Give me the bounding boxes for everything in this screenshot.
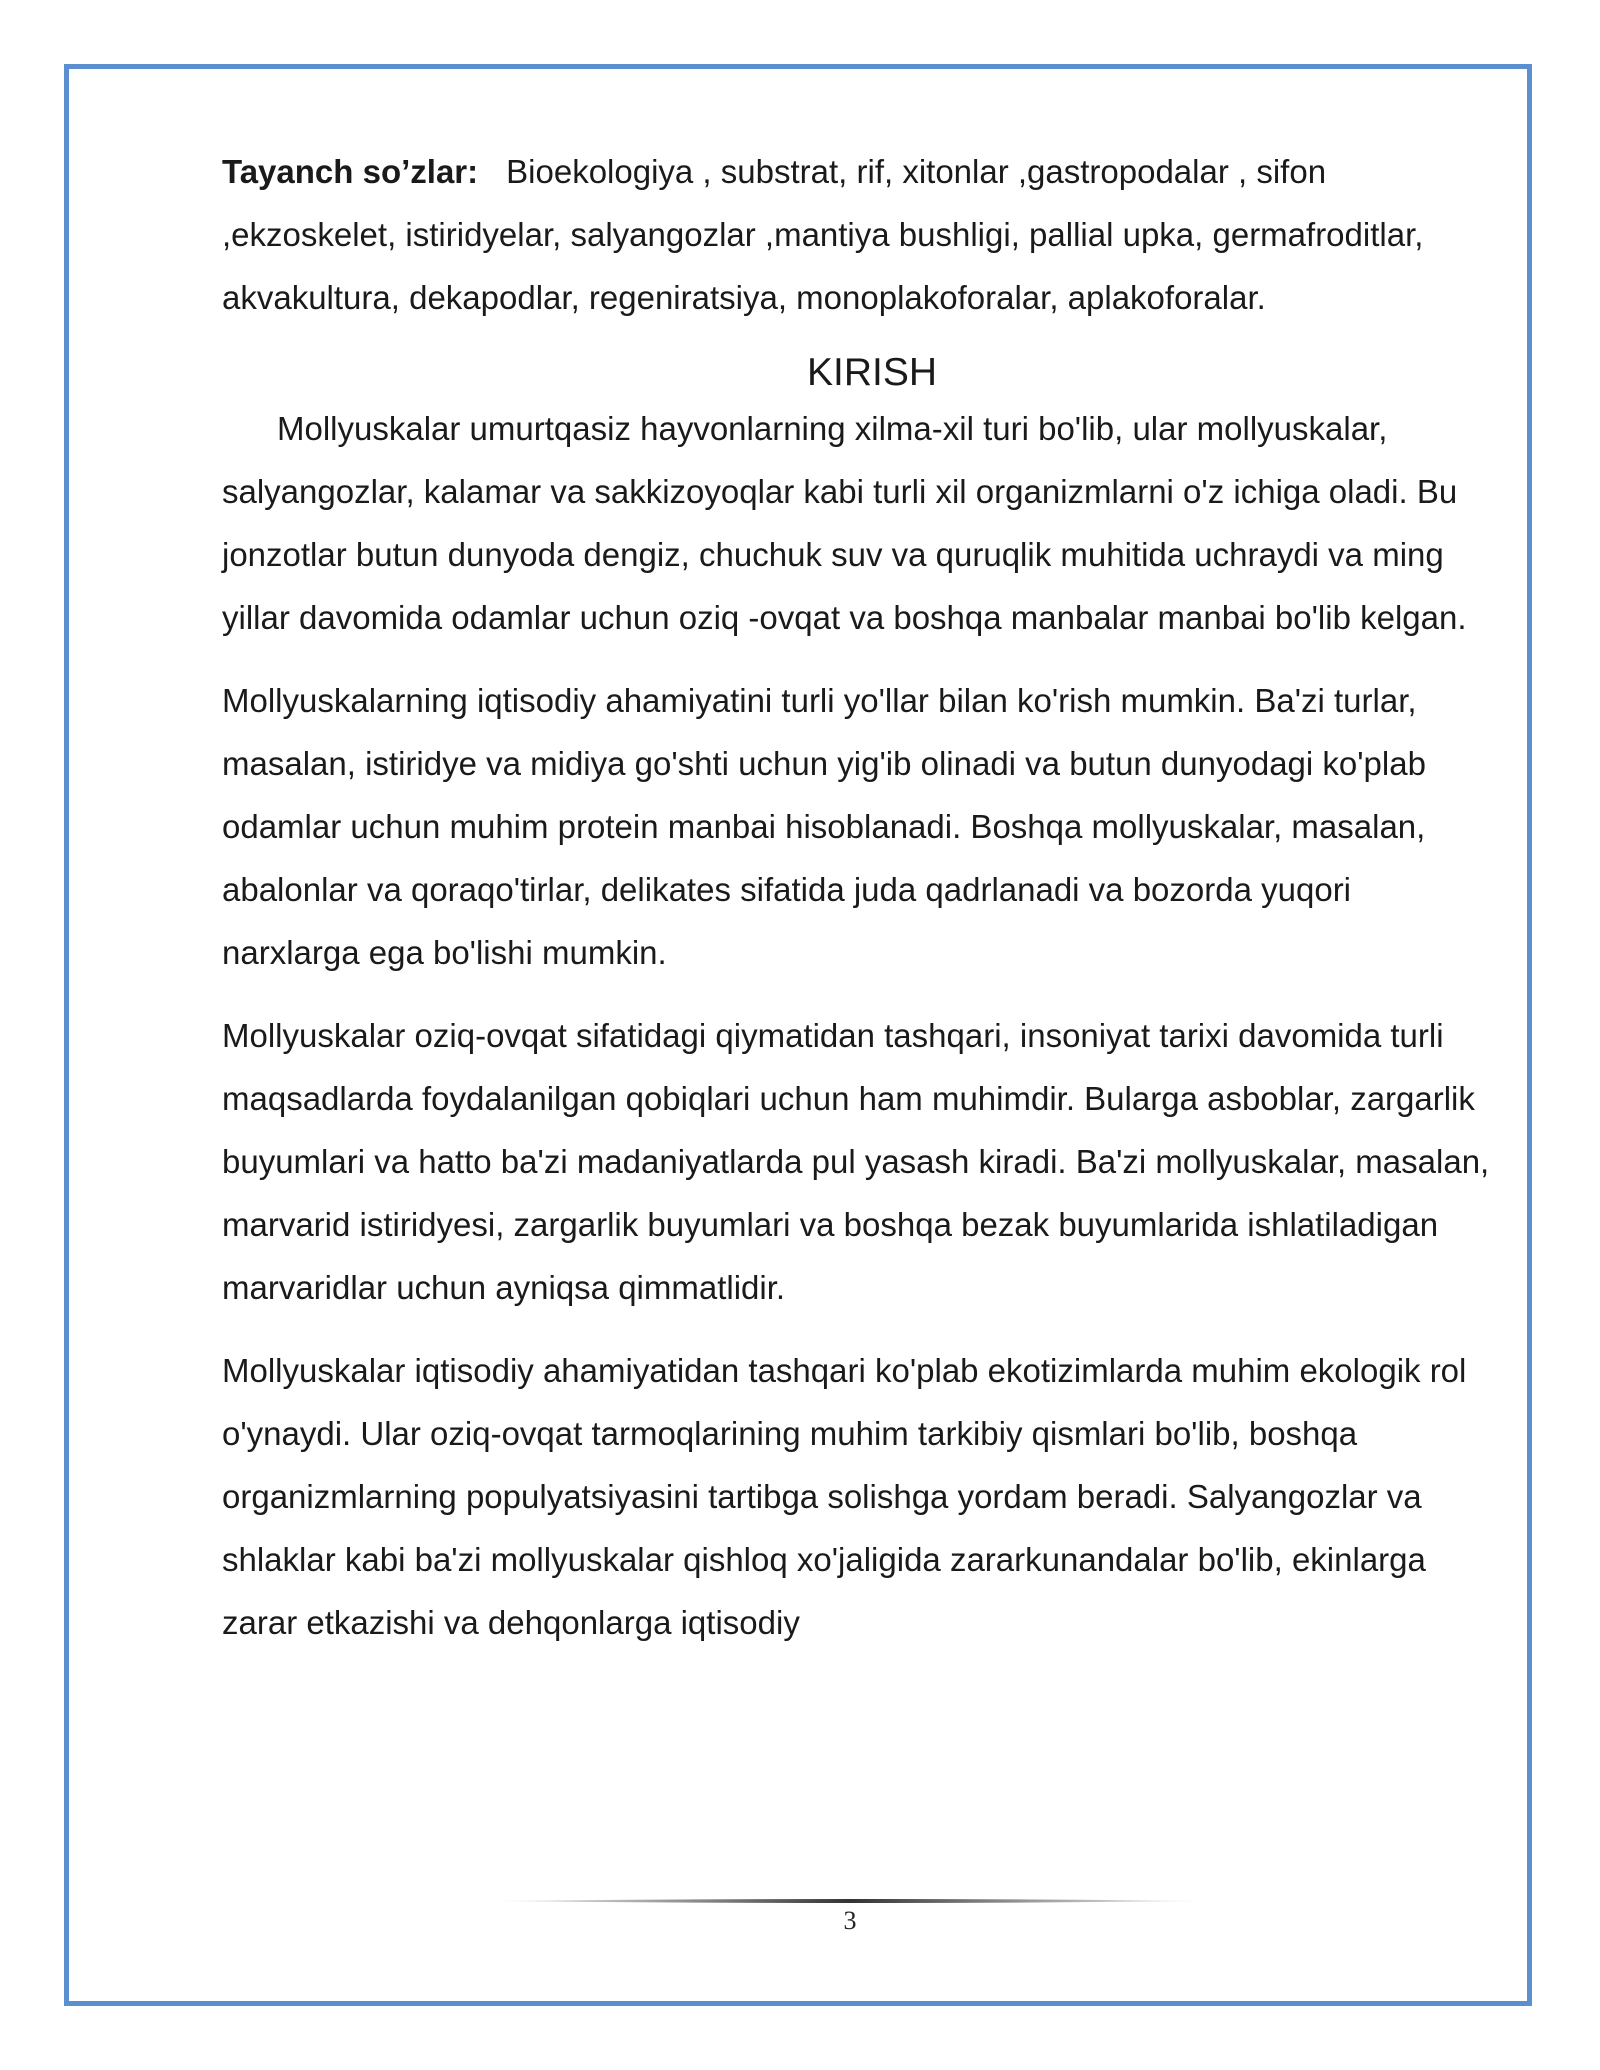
keywords-list: Bioekologiya , substrat, rif, xitonlar ,gastropodalar , sifon ,ekzoskelet, istiridyelar, salyangozlar ,mantiya bushligi, pallial upka, germafroditlar, akvakultura, dekapodlar, regeniratsiya, monoplakoforalar, aplakoforalar. [222,153,1424,316]
body-paragraph-1: Mollyuskalar umurtqasiz hayvonlarning xilma-xil turi bo'lib, ular mollyuskalar, salyangozlar, kalamar va sakkizoyoqlar kabi turli xil organizmlarni o'z ichiga oladi. Bu jonzotlar butun dunyoda dengiz, chuchuk suv va quruqlik muhitida uchraydi va ming yillar davomida odamlar uchun oziq -ovqat va boshqa manbalar manbai bo'lib kelgan. [222,410,1467,636]
footer-divider [490,1898,1210,1904]
keywords-label: Tayanch so’zlar: [222,153,479,190]
page-content [222,140,1492,1674]
keywords-paragraph [222,140,1492,329]
body-paragraph-3: Mollyuskalar oziq-ovqat sifatidagi qiymatidan tashqari, insoniyat tarixi davomida turli maqsadlarda foydalanilgan qobiqlari uchun ham muhimdir. Bularga asboblar, zargarlik buyumlari va hatto ba'zi madaniyatlarda pul yasash kiradi. Ba'zi mollyuskalar, masalan, marvarid istiridyesi, zargarlik buyumlari va boshqa bezak buyumlarida ishlatiladigan marvaridlar uchun ayniqsa qimmatlidir. [222,1017,1490,1306]
section-heading: KIRISH [806,351,938,394]
page-number: 3 [843,1906,857,1935]
body-paragraph-4: Mollyuskalar iqtisodiy ahamiyatidan tashqari ko'plab ekotizimlarda muhim ekologik rol o'ynaydi. Ular oziq-ovqat tarmoqlarining muhim tarkibiy qismlari bo'lib, boshqa organizmlarning populyatsiyasini tartibga solishga yordam beradi. Salyangozlar va shlaklar kabi ba'zi mollyuskalar qishloq xo'jaligida zararkunandalar bo'lib, ekinlarga zarar etkazishi va dehqonlarga iqtisodiy [222,1352,1467,1641]
body-paragraph-2: Mollyuskalarning iqtisodiy ahamiyatini turli yo'llar bilan ko'rish mumkin. Ba'zi turlar, masalan, istiridye va midiya go'shti uchun yig'ib olinadi va butun dunyodagi ko'plab odamlar uchun muhim protein manbai hisoblanadi. Boshqa mollyuskalar, masalan, abalonlar va qoraqo'tirlar, delikates sifatida juda qadrlanadi va bozorda yuqori narxlarga ega bo'lishi mumkin. [222,682,1426,971]
